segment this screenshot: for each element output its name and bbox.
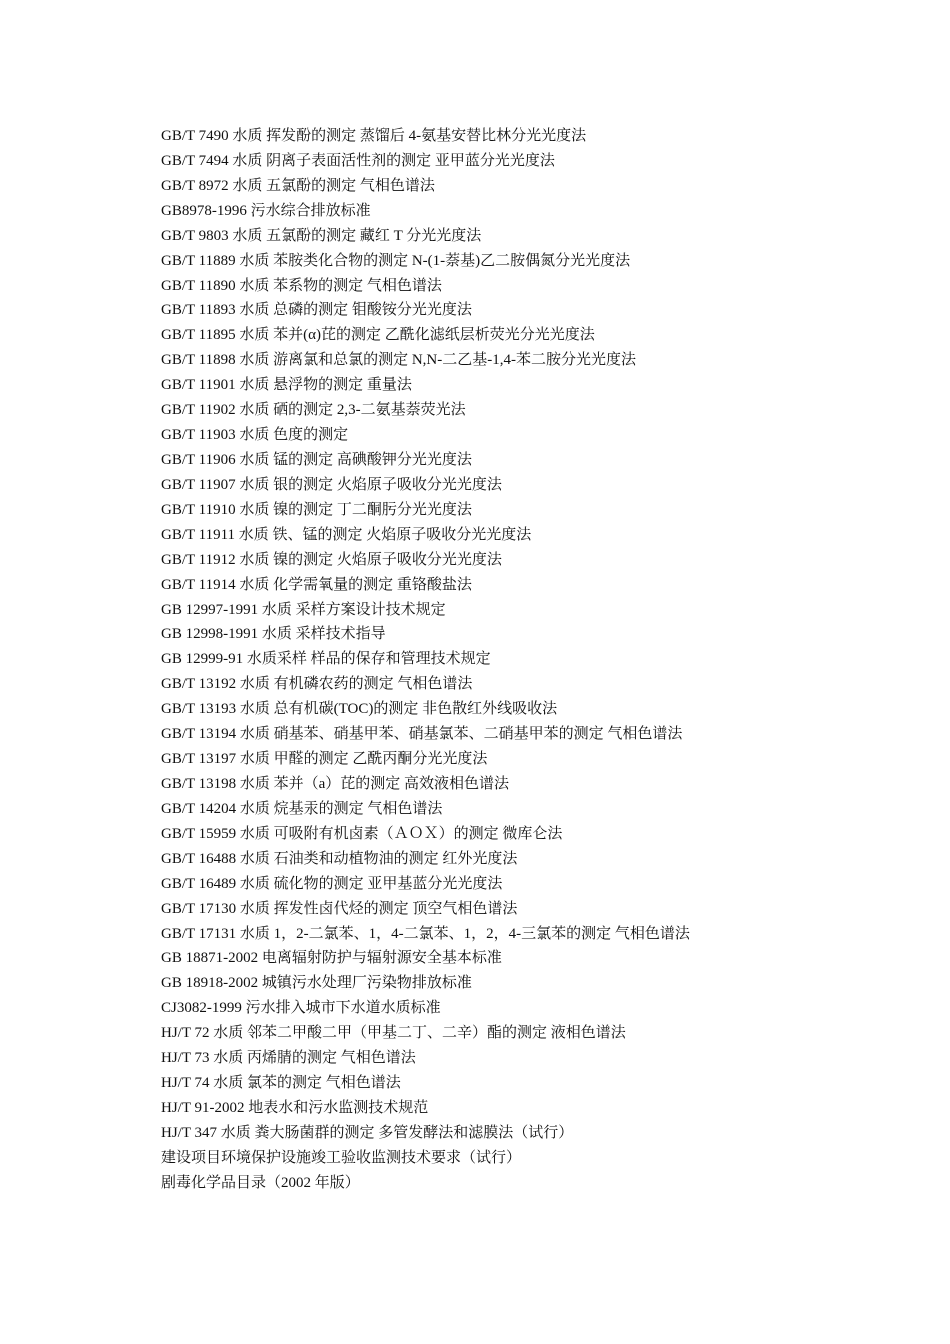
list-item: GB/T 11893 水质 总磷的测定 钼酸铵分光光度法 bbox=[161, 302, 472, 319]
list-item: HJ/T 74 水质 氯苯的测定 气相色谱法 bbox=[161, 1075, 401, 1092]
list-item: GB 12999-91 水质采样 样品的保存和管理技术规定 bbox=[161, 651, 491, 668]
list-item: GB/T 13192 水质 有机磷农药的测定 气相色谱法 bbox=[161, 676, 473, 693]
list-item: HJ/T 347 水质 粪大肠菌群的测定 多管发酵法和滤膜法（试行） bbox=[161, 1124, 574, 1141]
list-item: GB 18871-2002 电离辐射防护与辐射源安全基本标准 bbox=[161, 950, 502, 967]
list-item: HJ/T 73 水质 丙烯腈的测定 气相色谱法 bbox=[161, 1050, 416, 1067]
list-item: GB/T 14204 水质 烷基汞的测定 气相色谱法 bbox=[161, 800, 443, 817]
list-item: GB/T 11903 水质 色度的测定 bbox=[161, 427, 349, 444]
list-item: GB/T 11901 水质 悬浮物的测定 重量法 bbox=[161, 377, 412, 394]
list-item: GB8978-1996 污水综合排放标准 bbox=[161, 202, 371, 219]
list-item: GB/T 13194 水质 硝基苯、硝基甲苯、硝基氯苯、二硝基甲苯的测定 气相色谱法 bbox=[161, 726, 683, 743]
list-item: GB/T 11895 水质 苯并(α)芘的测定 乙酰化滤纸层析荧光分光光度法 bbox=[161, 327, 595, 344]
list-item: GB/T 11902 水质 硒的测定 2,3-二氨基萘荧光法 bbox=[161, 402, 466, 419]
list-item: GB/T 15959 水质 可吸附有机卤素（ＡＯＸ）的测定 微库仑法 bbox=[161, 825, 563, 842]
list-item: GB/T 7494 水质 阴离子表面活性剂的测定 亚甲蓝分光光度法 bbox=[161, 152, 555, 169]
list-item: HJ/T 91-2002 地表水和污水监测技术规范 bbox=[161, 1099, 429, 1116]
list-item: 剧毒化学品目录（2002 年版） bbox=[161, 1174, 360, 1191]
list-item: 建设项目环境保护设施竣工验收监测技术要求（试行） bbox=[161, 1149, 522, 1166]
list-item: GB/T 9803 水质 五氯酚的测定 藏红 T 分光光度法 bbox=[161, 227, 482, 244]
list-item: GB 12997-1991 水质 采样方案设计技术规定 bbox=[161, 601, 446, 618]
list-item: GB/T 13197 水质 甲醛的测定 乙酰丙酮分光光度法 bbox=[161, 751, 488, 768]
list-item: GB/T 11890 水质 苯系物的测定 气相色谱法 bbox=[161, 277, 442, 294]
list-item: GB/T 16489 水质 硫化物的测定 亚甲基蓝分光光度法 bbox=[161, 875, 503, 892]
list-item: GB/T 17131 水质 1，2-二氯苯、1，4-二氯苯、1，2，4-三氯苯的测定 气相色谱法 bbox=[161, 925, 690, 942]
list-item: GB/T 11906 水质 锰的测定 高碘酸钾分光光度法 bbox=[161, 451, 472, 468]
list-item: GB 12998-1991 水质 采样技术指导 bbox=[161, 626, 386, 643]
list-item: GB/T 11898 水质 游离氯和总氯的测定 N,N-二乙基-1,4-苯二胺分光光度法 bbox=[161, 352, 636, 369]
list-item: GB/T 11914 水质 化学需氧量的测定 重铬酸盐法 bbox=[161, 576, 472, 593]
standards-list bbox=[161, 124, 690, 1196]
list-item: GB/T 11910 水质 镍的测定 丁二酮肟分光光度法 bbox=[161, 501, 472, 518]
list-item: GB/T 13193 水质 总有机碳(TOC)的测定 非色散红外线吸收法 bbox=[161, 701, 558, 718]
list-item: GB/T 11907 水质 银的测定 火焰原子吸收分光光度法 bbox=[161, 476, 502, 493]
list-item: HJ/T 72 水质 邻苯二甲酸二甲（甲基二丁、二辛）酯的测定 液相色谱法 bbox=[161, 1025, 626, 1042]
list-item: GB/T 17130 水质 挥发性卤代烃的测定 顶空气相色谱法 bbox=[161, 900, 518, 917]
list-item: GB/T 7490 水质 挥发酚的测定 蒸馏后 4-氨基安替比林分光光度法 bbox=[161, 128, 587, 144]
list-item: GB/T 8972 水质 五氯酚的测定 气相色谱法 bbox=[161, 177, 435, 194]
list-item: GB/T 16488 水质 石油类和动植物油的测定 红外光度法 bbox=[161, 850, 518, 867]
list-item: GB/T 11912 水质 镍的测定 火焰原子吸收分光光度法 bbox=[161, 551, 502, 568]
list-item: GB/T 13198 水质 苯并（a）芘的测定 高效液相色谱法 bbox=[161, 775, 510, 792]
list-item: GB/T 11889 水质 苯胺类化合物的测定 N-(1-萘基)乙二胺偶氮分光光度法 bbox=[161, 252, 631, 269]
list-item: CJ3082-1999 污水排入城市下水道水质标准 bbox=[161, 1000, 441, 1017]
list-item: GB/T 11911 水质 铁、锰的测定 火焰原子吸收分光光度法 bbox=[161, 526, 532, 543]
list-item: GB 18918-2002 城镇污水处理厂污染物排放标准 bbox=[161, 975, 472, 992]
